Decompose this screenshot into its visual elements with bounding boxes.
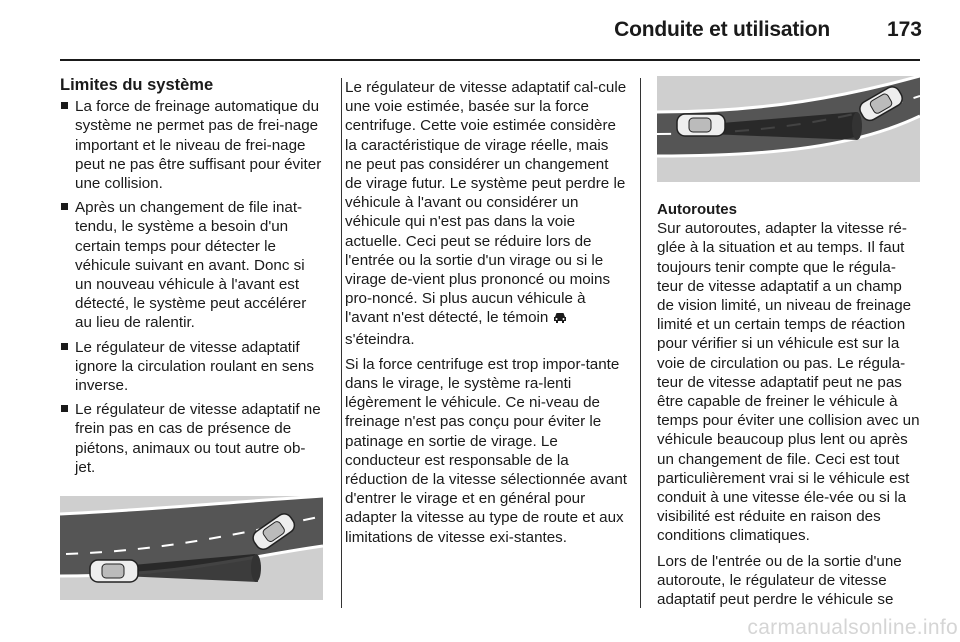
curve-illustration	[60, 496, 323, 600]
own-car	[90, 560, 138, 582]
paragraph	[345, 78, 627, 349]
section-heading-autoroutes: Autoroutes	[657, 201, 737, 218]
paragraph: Lors de l'entrée ou de la sortie d'une autoroute, le régulateur de vitesse adaptatif peut perdre le véhicule se	[657, 552, 902, 609]
bullet-item: Le régulateur de vitesse adaptatif ignore la circulation roulant en sens inverse.	[60, 338, 325, 396]
header-rule	[60, 59, 920, 61]
column-divider-2	[640, 78, 641, 608]
section-heading-limites: Limites du système	[60, 76, 214, 94]
column-3	[657, 200, 922, 615]
limits-bullet-list	[60, 97, 325, 477]
column-2	[345, 78, 627, 553]
bullet-item: Après un changement de file inat-tendu, le système a besoin d'un certain temps pour détecter le véhicule suivant en avant. Donc si un nouveau véhicule à l'avant est détecté, le système peut accélérer au lieu de ralentir.	[60, 198, 325, 332]
paragraph-text: Le régulateur de vitesse adaptatif cal-cule une voie estimée, basée sur la force centrifuge. Cette voie estimée considère la caractéristique de virage réelle, mais ne peut pas considérer un changement de virage futur. Le système peut perdre le véhicule à l'avant ou considérer un véhicule qui n'est pas dans la voie actuelle. Ceci peut se réduire lors de l'entrée ou la sortie d'un virage ou si le virage de-vient plus prononcé ou moins pro-noncé. Si plus aucun véhicule à l'avant n'est détecté, le témoin	[345, 79, 627, 327]
radar-beam-end	[852, 112, 862, 140]
watermark: carmanualsonline.info	[747, 616, 958, 639]
highway-illustration	[657, 76, 920, 182]
own-car	[677, 114, 725, 136]
paragraph: Sur autoroutes, adapter la vitesse ré-glée à la situation et au temps. Il faut toujours tenir compte que le régula-teur de vitesse adaptatif a un champ de vision limité, un niveau de freinage limité et un certain temps de réaction pour vérifier si un véhicule est sur la voie de circulation ou pas. Le régula-teur de vitesse adaptatif peut ne pas être capable de freiner le véhicule à temps pour éviter une collision avec un véhicule beaucoup plus lent ou après un changement de file. Ceci est tout particulièrement vrai si le véhicule est conduit à une vitesse éle-vée ou si la visibilité est réduite en raison des conditions climatiques.	[657, 220, 920, 545]
header-title: Conduite et utilisation	[614, 18, 830, 41]
radar-beam-end	[251, 554, 261, 582]
bullet-item: Le régulateur de vitesse adaptatif ne frein pas en cas de présence de piétons, animaux ou tout autre ob-jet.	[60, 400, 325, 477]
car-front-icon	[553, 310, 567, 329]
column-divider-1	[341, 78, 342, 608]
page-number: 173	[886, 18, 922, 41]
paragraph-text: s'éteindra.	[345, 330, 415, 348]
column-1	[60, 76, 325, 514]
bullet-item: La force de freinage automatique du système ne permet pas de frei-nage important et le niveau de frei-nage peut ne pas être suffisant pour éviter une collision.	[60, 97, 325, 193]
paragraph: Si la force centrifuge est trop impor-tante dans le virage, le système ra-lenti légèrement le véhicule. Ce ni-veau de freinage n'est pas conçu pour éviter le patinage en sortie de virage. Le conducteur est responsable de la réduction de la vitesse sélectionnée avant d'entrer le virage et en général pour adapter la vitesse au type de route et aux limitations de vitesse exi-stantes.	[345, 355, 627, 546]
